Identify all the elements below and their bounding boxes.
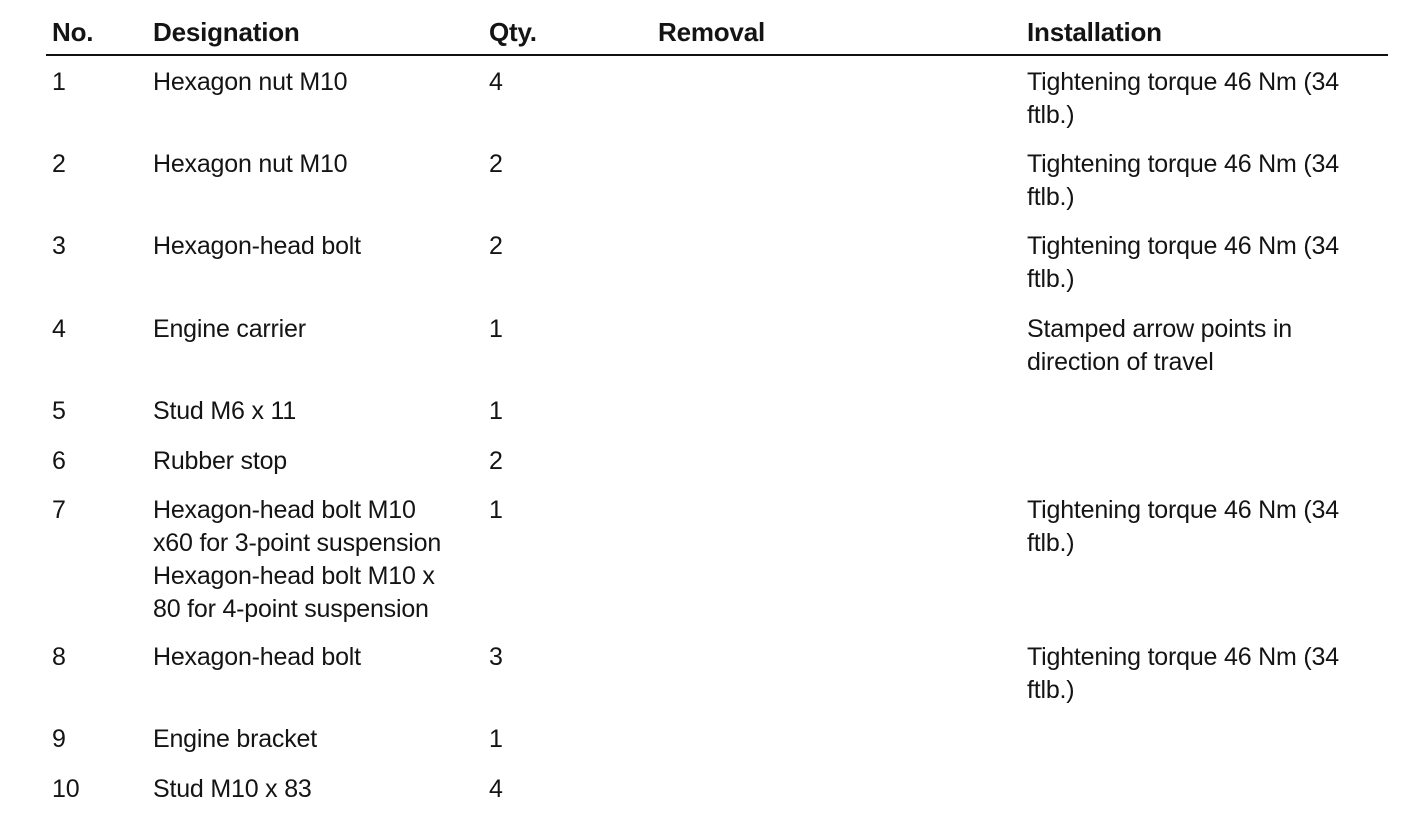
row-quantity: 1 <box>489 725 503 753</box>
row-installation: Tightening torque 46 Nm (34 ftlb.) <box>1027 232 1339 293</box>
row-designation: Hexagon-head bolt <box>153 643 361 671</box>
row-number: 6 <box>52 447 66 475</box>
row-number: 4 <box>52 315 66 343</box>
row-installation: Tightening torque 46 Nm (34 ftlb.) <box>1027 150 1339 211</box>
header-qty: Qty. <box>489 17 537 47</box>
row-installation: Tightening torque 46 Nm (34 ftlb.) <box>1027 496 1339 557</box>
row-designation: Hexagon-head bolt M10 x60 for 3-point suspension Hexagon-head bolt M10 x 80 for 4-point suspension <box>153 496 442 623</box>
header-designation: Designation <box>153 17 300 47</box>
header-installation: Installation <box>1027 17 1162 47</box>
row-designation: Hexagon nut M10 <box>153 68 348 96</box>
row-number: 10 <box>52 775 80 803</box>
row-number: 7 <box>52 496 66 524</box>
row-number: 5 <box>52 397 66 425</box>
row-designation: Stud M6 x 11 <box>153 397 297 425</box>
row-installation: Tightening torque 46 Nm (34 ftlb.) <box>1027 643 1339 704</box>
row-designation: Engine bracket <box>153 725 317 753</box>
header-rule <box>46 54 1388 56</box>
row-quantity: 2 <box>489 150 503 178</box>
row-designation: Stud M10 x 83 <box>153 775 312 803</box>
row-installation: Stamped arrow points in direction of travel <box>1027 315 1292 376</box>
row-quantity: 4 <box>489 775 503 803</box>
header-no: No. <box>52 17 94 47</box>
row-quantity: 1 <box>489 315 503 343</box>
row-quantity: 1 <box>489 496 503 524</box>
row-quantity: 1 <box>489 397 503 425</box>
header-removal: Removal <box>658 17 765 47</box>
row-designation: Rubber stop <box>153 447 287 475</box>
row-designation: Hexagon-head bolt <box>153 232 361 260</box>
row-installation: Tightening torque 46 Nm (34 ftlb.) <box>1027 68 1339 129</box>
row-number: 8 <box>52 643 66 671</box>
row-quantity: 2 <box>489 447 503 475</box>
row-quantity: 2 <box>489 232 503 260</box>
row-designation: Engine carrier <box>153 315 306 343</box>
row-number: 1 <box>52 68 66 96</box>
row-quantity: 3 <box>489 643 503 671</box>
row-number: 3 <box>52 232 66 260</box>
row-number: 2 <box>52 150 66 178</box>
row-quantity: 4 <box>489 68 503 96</box>
row-number: 9 <box>52 725 66 753</box>
row-designation: Hexagon nut M10 <box>153 150 348 178</box>
